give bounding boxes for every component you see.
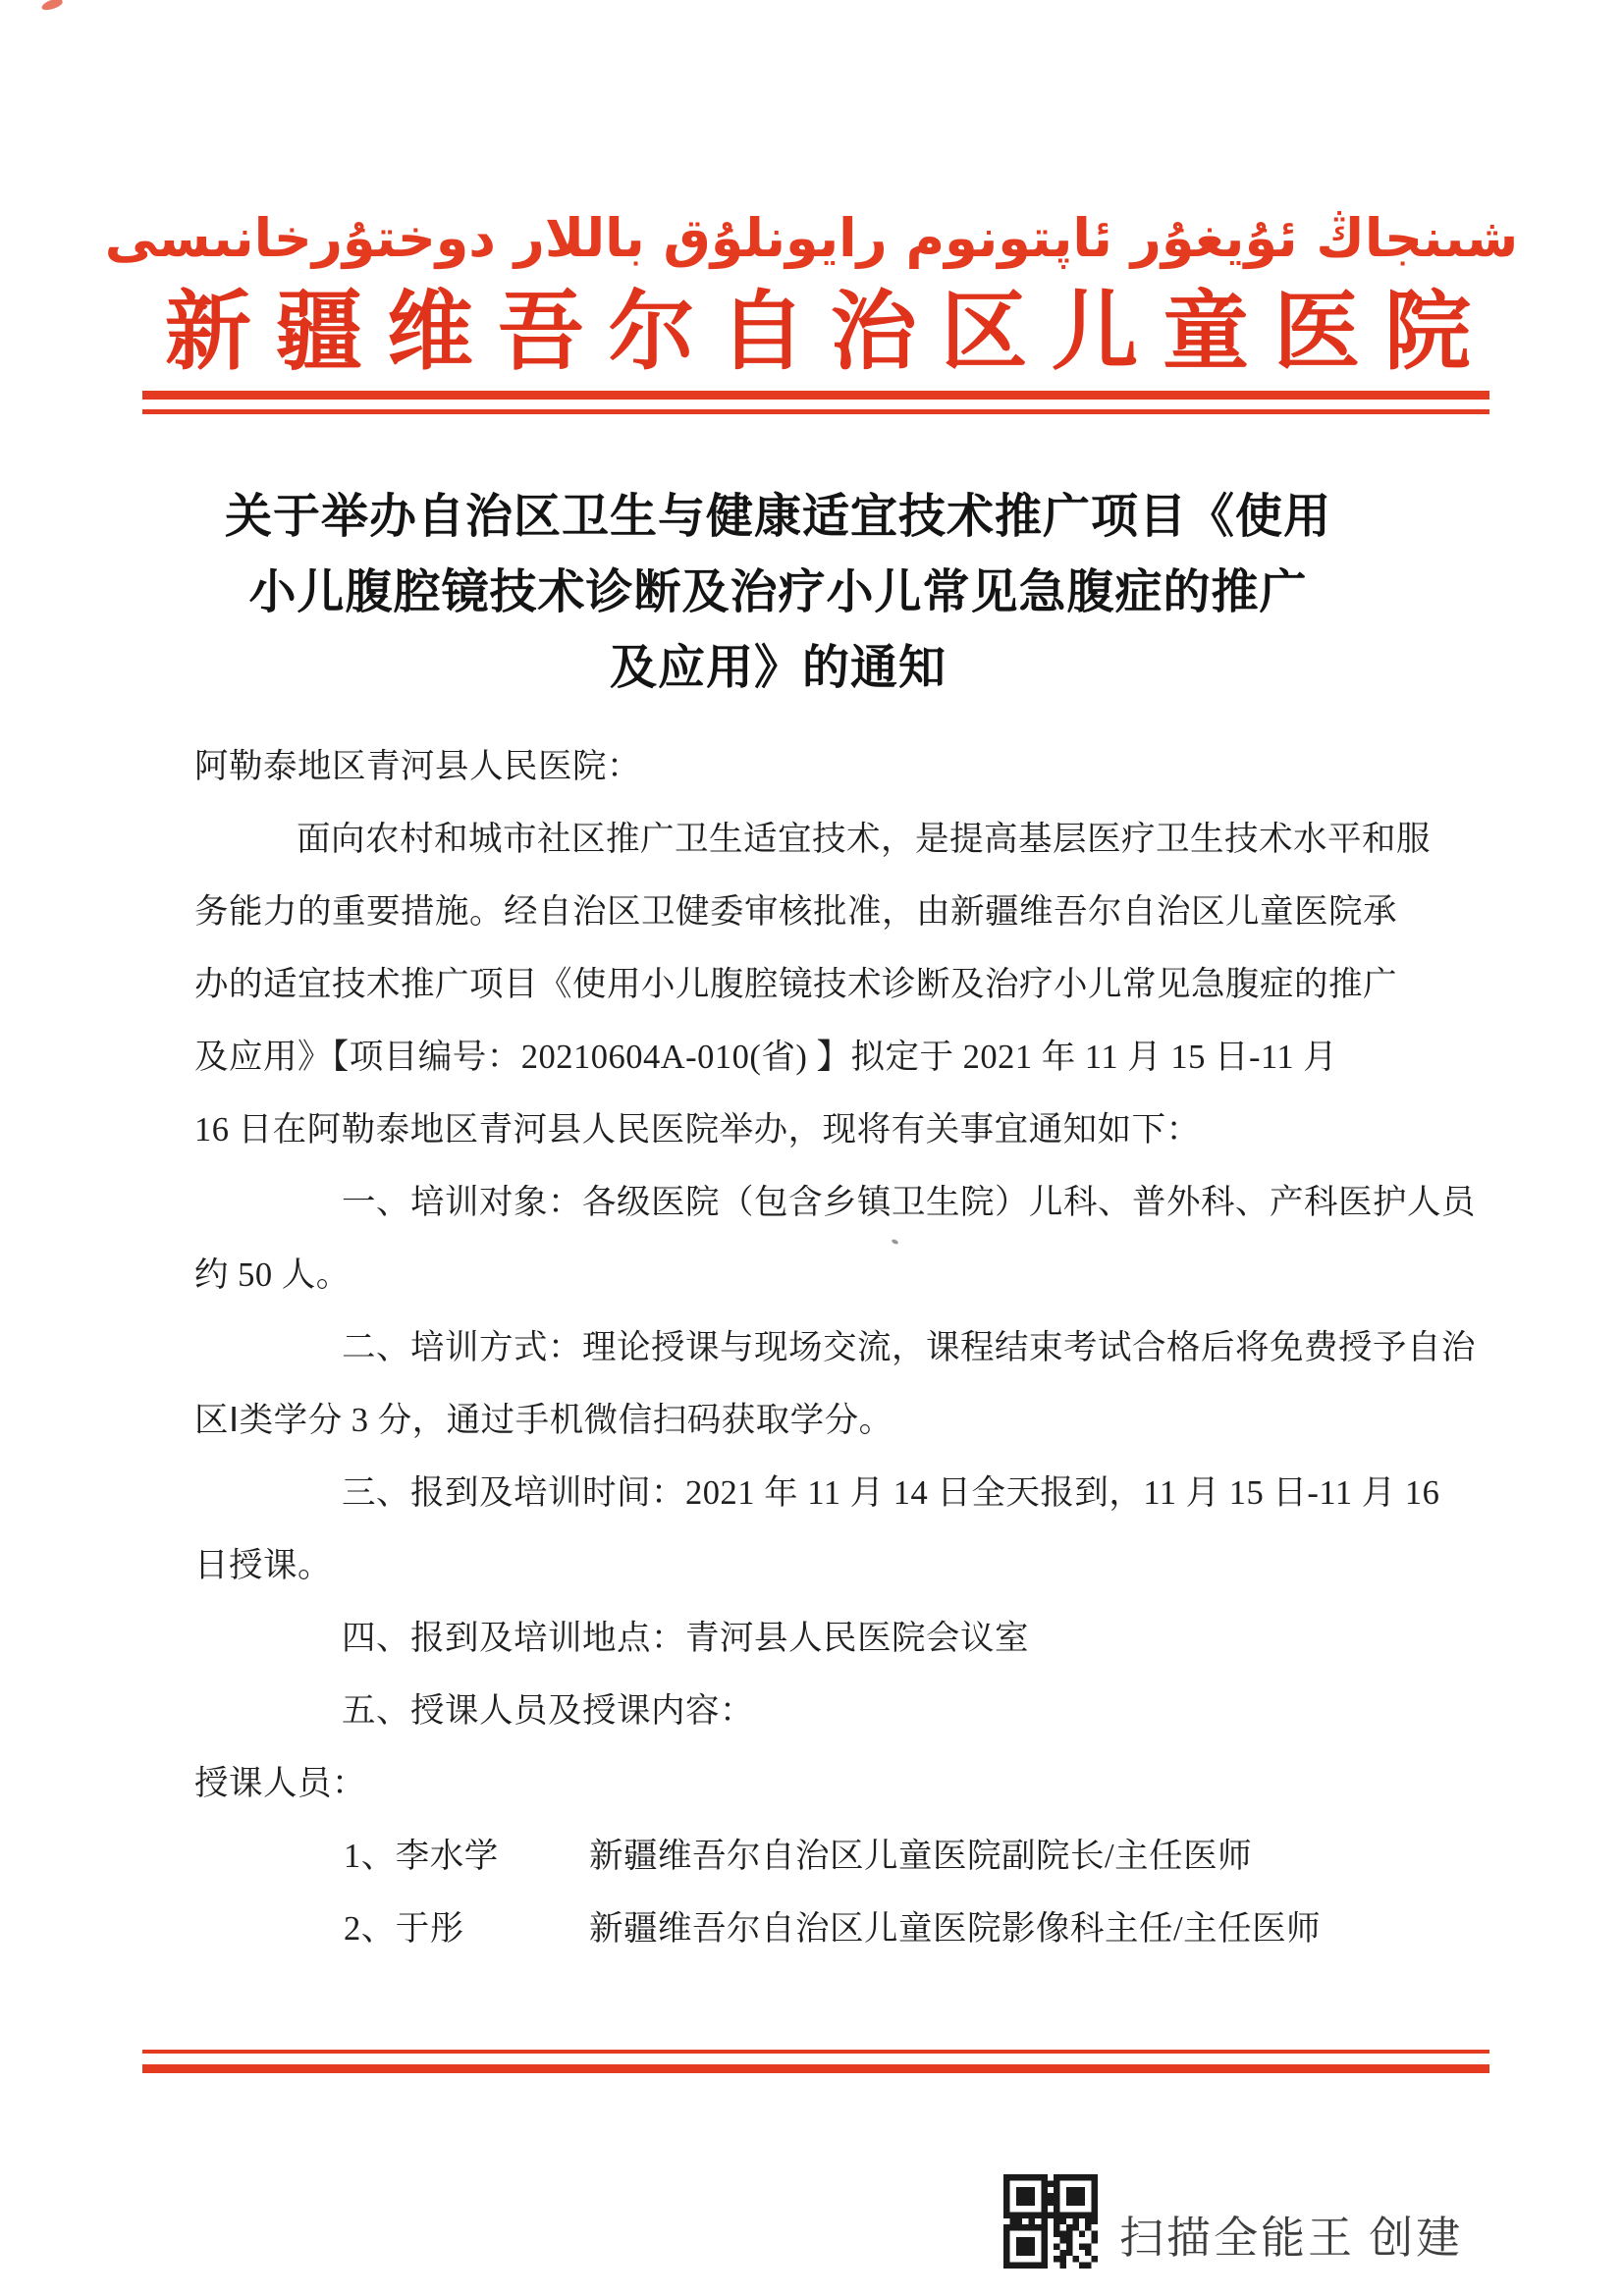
title-line-1: 关于举办自治区卫生与健康适宜技术推广项目《使用 [224, 491, 1331, 543]
body-line: 及应用》【项目编号：20210604A-010(省) 】拟定于 2021 年 11 月 15 日-11 月 [194, 1039, 1338, 1076]
hospital-name-chinese: 新疆维吾尔自治区儿童医院 [165, 286, 1471, 381]
body-line: 约 50 人。 [194, 1256, 351, 1294]
lecturer-row [194, 1893, 1373, 1965]
letterhead-rule-thin [142, 409, 1489, 414]
item-2-line: 二、培训方式：理论授课与现场交流，课程结束考试合格后将免费授予自治 [342, 1329, 1476, 1366]
scanner-watermark-text: 扫描全能王 创建 [1119, 2214, 1464, 2263]
red-pen-scan-artifact [40, 0, 64, 12]
title-line-3: 及应用》的通知 [609, 642, 947, 694]
footer-rule-thin [142, 2050, 1489, 2054]
letterhead-rule-thick [142, 391, 1489, 400]
item-3-line: 三、报到及培训时间：2021 年 11 月 14 日全天报到，11 月 15 日-11 月 16 [342, 1474, 1440, 1512]
lecturer-name: 2、于彤 [344, 1910, 464, 1948]
body-line: 办的适宜技术推广项目《使用小儿腹腔镜技术诊断及治疗小儿常见急腹症的推广 [194, 966, 1397, 1003]
lecturers-label: 授课人员： [194, 1765, 366, 1802]
qr-code-icon [1003, 2171, 1098, 2271]
lecturer-title: 新疆维吾尔自治区儿童医院影像科主任/主任医师 [589, 1910, 1322, 1948]
item-5-line: 五、授课人员及授课内容： [342, 1692, 754, 1730]
body-line: 日授课。 [194, 1547, 332, 1584]
item-4-line: 四、报到及培训地点：青河县人民医院会议室 [342, 1620, 1029, 1657]
salutation-line: 阿勒泰地区青河县人民医院： [194, 748, 641, 785]
body-line: 务能力的重要措施。经自治区卫健委审核批准，由新疆维吾尔自治区儿童医院承 [194, 893, 1397, 931]
title-line-2: 小儿腹腔镜技术诊断及治疗小儿常见急腹症的推广 [248, 566, 1308, 618]
lecturer-title: 新疆维吾尔自治区儿童医院副院长/主任医师 [589, 1838, 1253, 1875]
body-line: 区Ⅰ类学分 3 分，通过手机微信扫码获取学分。 [194, 1402, 893, 1439]
footer-rule-thick [142, 2064, 1489, 2073]
notice-body [194, 730, 1476, 1965]
item-1-line: 一、培训对象：各级医院（包含乡镇卫生院）儿科、普外科、产科医护人员 [342, 1184, 1476, 1221]
body-line: 面向农村和城市社区推广卫生适宜技术，是提高基层医疗卫生技术水平和服 [297, 821, 1431, 858]
body-line: 16 日在阿勒泰地区青河县人民医院举办，现将有关事宜通知如下： [194, 1111, 1201, 1148]
lecturer-name: 1、李水学 [344, 1838, 499, 1875]
hospital-name-uyghur: شىنجاڭ ئۇيغۇر ئاپتونوم رايونلۇق باللار دوختۇرخانىسى [104, 207, 1519, 269]
document-title [187, 479, 1370, 706]
lecturer-row [194, 1820, 1373, 1893]
